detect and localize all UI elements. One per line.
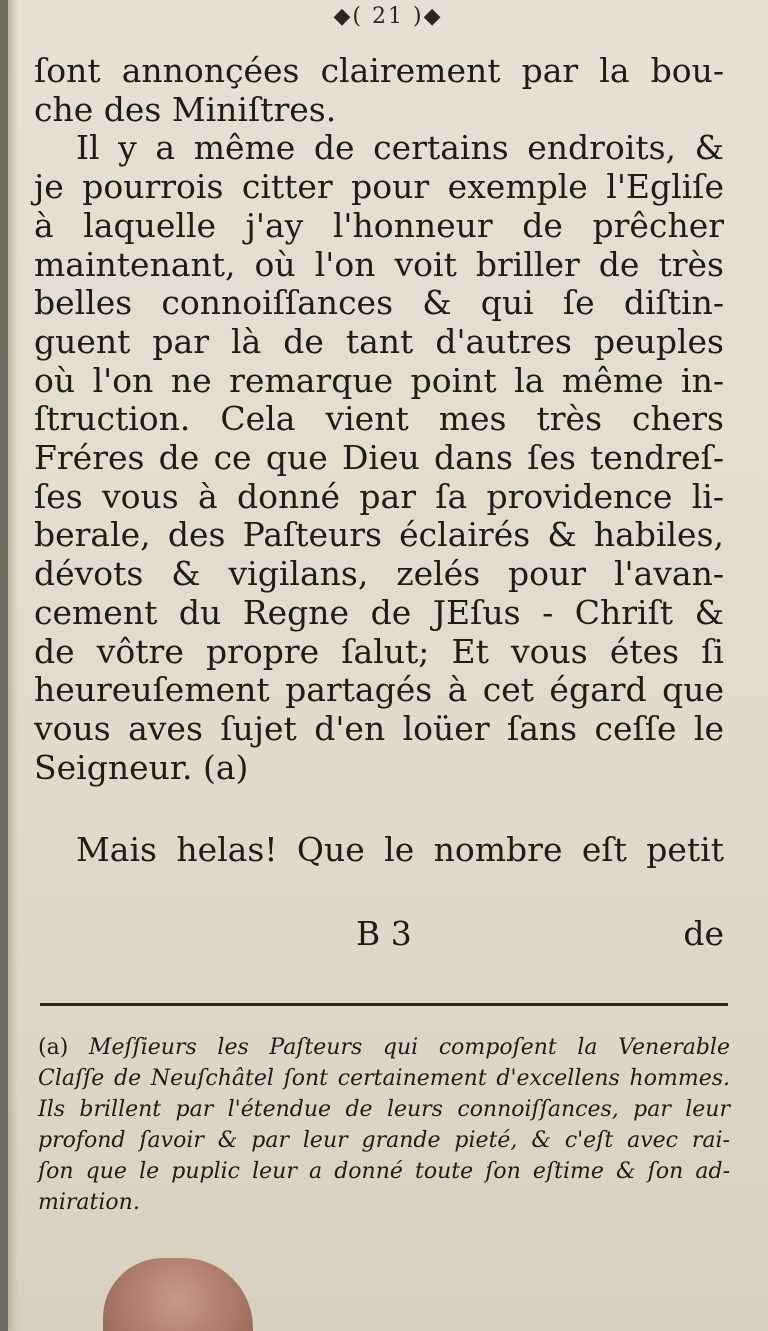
text-line: ſtruction. Cela vient mes très chers [34, 399, 724, 439]
footnote [38, 1032, 730, 1218]
main-text-block [34, 52, 724, 870]
footnote-rule [40, 1003, 728, 1006]
text-line: heureuſement partagés à cet égard que [34, 670, 724, 710]
text-line: Seigneur. (a) [34, 747, 249, 787]
text-line: dévots & vigilans, zelés pour l'avan- [34, 554, 724, 594]
catchword: de [683, 914, 724, 953]
page-foot-row [34, 914, 724, 954]
footnote-line: ſon que le puplic leur a donné toute ſon eſtime & ſon ad- [38, 1159, 730, 1184]
footnote-line: miration. [38, 1190, 140, 1215]
text-line: à laquelle j'ay l'honneur de prêcher [34, 205, 724, 245]
text-line: che des Miniſtres. [34, 89, 337, 129]
text-line: berale, des Paſteurs éclairés & habiles, [34, 515, 724, 555]
text-line: je pourrois citter pour exemple l'Egliſe [34, 167, 724, 207]
footnote-line: profond ſavoir & par leur grande pieté, & c'eſt avec rai- [38, 1128, 730, 1153]
text-line: ſont annonçées clairement par la bou- [34, 51, 724, 90]
footnote-line [38, 1032, 730, 1063]
paragraph-first-line: Mais helas! Que le nombre eſt petit [76, 830, 724, 870]
footnote-text: Meſſieurs les Paſteurs qui compoſent la Venerable [88, 1035, 730, 1060]
text-line: de vôtre propre ſalut; Et vous étes ſi [34, 631, 724, 671]
text-line: cement du Regne de JEſus - Chriſt & [34, 592, 724, 632]
text-line: Fréres de ce que Dieu dans ſes tendreſ- [34, 438, 724, 478]
text-line: vous aves ſujet d'en loüer ſans ceſſe le [34, 708, 724, 748]
paragraph-first-line: Il y a même de certains endroits, & [76, 128, 724, 168]
book-page [8, 0, 768, 1331]
page-gutter-shadow [8, 0, 18, 1331]
signature-mark: B 3 [356, 914, 412, 953]
thumb-holding-page [103, 1258, 253, 1331]
text-line: maintenant, où l'on voit briller de très [34, 244, 724, 284]
text-line: ſes vous à donné par ſa providence li- [34, 476, 724, 516]
page-number-header: ◆( 21 )◆ [333, 4, 443, 29]
text-line: où l'on ne remarque point la même in- [34, 360, 724, 400]
footnote-mark: (a) [38, 1035, 69, 1060]
text-line: guent par là de tant d'autres peuples [34, 321, 724, 361]
paragraph-gap [34, 787, 724, 831]
footnote-line: Ils brillent par l'étendue de leurs connoiſſances, par leur [38, 1097, 730, 1122]
text-line: belles connoiſſances & qui ſe diſtin- [34, 283, 724, 323]
footnote-line: Claſſe de Neuſchâtel ſont certainement d'excellens hommes. [38, 1066, 730, 1091]
